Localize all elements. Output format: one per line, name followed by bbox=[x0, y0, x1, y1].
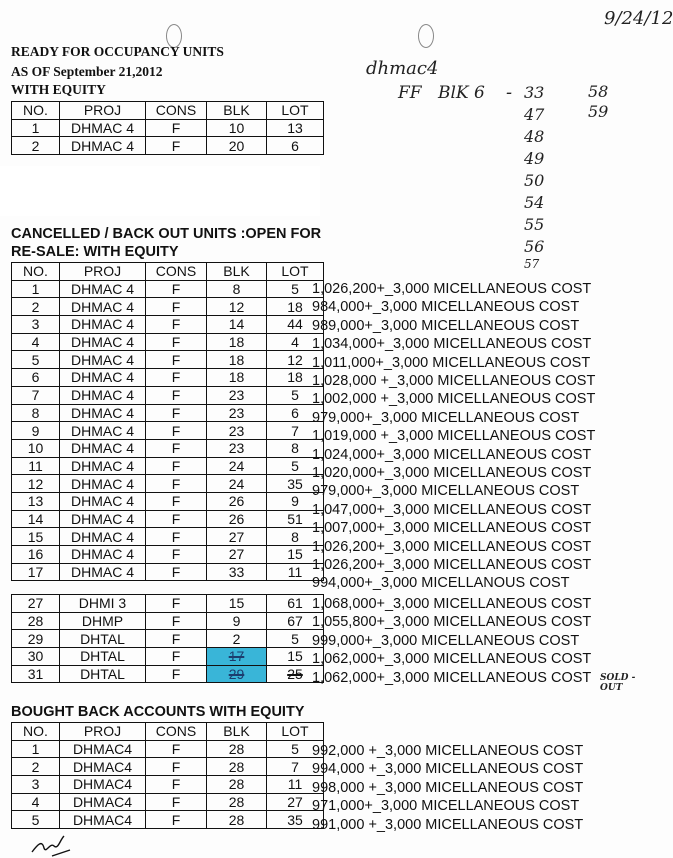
cost-note: 1,026,200+_3,000 MICELLANEOUS COST bbox=[312, 281, 592, 297]
hand-lot: 47 bbox=[524, 105, 545, 124]
table-row bbox=[12, 386, 324, 404]
col-cons: CONS bbox=[146, 723, 207, 741]
cost-note: 979,000+_3,000 MICELLANEOUS COST bbox=[312, 409, 580, 426]
cell: F bbox=[146, 776, 207, 794]
cell: 18 bbox=[267, 298, 324, 316]
cell: 3 bbox=[12, 316, 60, 334]
cell: 18 bbox=[207, 369, 267, 387]
cell: 9 bbox=[12, 422, 60, 440]
cell: DHMAC 4 bbox=[60, 546, 146, 564]
cell: 5 bbox=[12, 351, 60, 369]
cell: F bbox=[146, 457, 207, 475]
handwritten-blk: BlK 6 bbox=[438, 83, 485, 103]
cell: 24 bbox=[207, 457, 267, 475]
blank-paste-area bbox=[0, 166, 320, 216]
cell: 5 bbox=[267, 280, 324, 298]
table-row bbox=[12, 404, 324, 422]
cost-note: 1,034,000+_3,000 MICELLANEOUS COST bbox=[312, 336, 592, 353]
table-header-row bbox=[12, 263, 324, 281]
cell: DHMAC 4 bbox=[60, 404, 146, 422]
cost-note: 989,000+_3,000 MICELLANEOUS COST bbox=[312, 317, 580, 334]
punch-hole-right bbox=[418, 24, 434, 48]
cell: 27 bbox=[267, 793, 324, 811]
col-proj: PROJ bbox=[60, 263, 146, 281]
cell: 8 bbox=[207, 280, 267, 298]
cell: 29 bbox=[207, 665, 267, 683]
hand-lot: 56 bbox=[524, 237, 545, 256]
cell: F bbox=[146, 475, 207, 493]
cell: 28 bbox=[207, 811, 267, 829]
ready-table bbox=[11, 101, 324, 155]
cell: F bbox=[146, 422, 207, 440]
cell: F bbox=[146, 298, 207, 316]
cell: DHMAC 4 bbox=[60, 298, 146, 316]
col-no: NO. bbox=[12, 263, 60, 281]
cell: 15 bbox=[207, 595, 267, 613]
cell: 9 bbox=[267, 492, 324, 510]
cell: DHMAC4 bbox=[60, 811, 146, 829]
col-no: NO. bbox=[12, 723, 60, 741]
cell: 5 bbox=[267, 457, 324, 475]
handwritten-lots-col2 bbox=[588, 82, 608, 122]
cell: 2 bbox=[207, 630, 267, 648]
cell: DHMAC 4 bbox=[60, 119, 146, 137]
cost-note: 1,068,000+_3,000 MICELLANEOUS COST bbox=[312, 596, 592, 612]
cancelled-table bbox=[11, 262, 324, 581]
cell: F bbox=[146, 492, 207, 510]
cell: F bbox=[146, 119, 207, 137]
cell: DHMI 3 bbox=[60, 595, 146, 613]
cell: 2 bbox=[12, 137, 60, 155]
cell: F bbox=[146, 404, 207, 422]
cost-note: 1,020,000+_3,000 MICELLANEOUS COST bbox=[312, 465, 592, 481]
table-row bbox=[12, 333, 324, 351]
col-cons: CONS bbox=[146, 102, 207, 120]
cell: F bbox=[146, 612, 207, 630]
cell: DHMAC 4 bbox=[60, 439, 146, 457]
cell: DHMAC 4 bbox=[60, 475, 146, 493]
cell: 6 bbox=[12, 369, 60, 387]
cell: F bbox=[146, 439, 207, 457]
cost-note: 1,062,000+_3,000 MICELLANEOUS COST bbox=[312, 669, 592, 686]
cost-note: 991,000 +_3,000 MICELLANEOUS COST bbox=[312, 816, 584, 833]
cell: 16 bbox=[12, 546, 60, 564]
cost-note: 1,055,800+_3,000 MICELLANEOUS COST bbox=[312, 614, 592, 631]
cell: F bbox=[146, 630, 207, 648]
cell: DHMAC 4 bbox=[60, 457, 146, 475]
sold-out-note: SOLD -OUT bbox=[600, 673, 636, 693]
hand-lot: 50 bbox=[524, 171, 545, 190]
cell: DHMAC 4 bbox=[60, 333, 146, 351]
table-row bbox=[12, 510, 324, 528]
cell: 25 bbox=[267, 665, 324, 683]
table-row bbox=[12, 630, 324, 648]
cost-note: 1,007,000+_3,000 MICELLANEOUS COST bbox=[312, 520, 592, 537]
bought-table bbox=[11, 722, 324, 829]
cell: 28 bbox=[207, 776, 267, 794]
cell: DHMAC 4 bbox=[60, 316, 146, 334]
cost-note: 1,026,200+_3,000 MICELLANEOUS COST bbox=[312, 557, 592, 573]
cell: 18 bbox=[207, 351, 267, 369]
cell: 33 bbox=[207, 563, 267, 581]
cell: 7 bbox=[267, 422, 324, 440]
cell: 26 bbox=[207, 510, 267, 528]
cancelled-title-line2: RE-SALE: WITH EQUITY bbox=[11, 244, 179, 260]
cell: 4 bbox=[12, 333, 60, 351]
cell: 6 bbox=[267, 404, 324, 422]
cell: 6 bbox=[267, 137, 324, 155]
table-row bbox=[12, 280, 324, 298]
table-row bbox=[12, 298, 324, 316]
table-row bbox=[12, 439, 324, 457]
table-row bbox=[12, 563, 324, 581]
hand-lot: 59 bbox=[588, 102, 609, 121]
cell: 5 bbox=[267, 386, 324, 404]
cell: 8 bbox=[267, 528, 324, 546]
cell: 11 bbox=[267, 776, 324, 794]
table-header-row bbox=[12, 102, 324, 120]
cell: 2 bbox=[12, 298, 60, 316]
hand-lot: 58 bbox=[588, 82, 609, 101]
handwritten-date: 9/24/12 bbox=[604, 8, 673, 29]
cell: 17 bbox=[207, 648, 267, 666]
cell: 28 bbox=[12, 612, 60, 630]
cell: 5 bbox=[12, 811, 60, 829]
cell: DHMP bbox=[60, 612, 146, 630]
handwritten-lots-col1 bbox=[524, 82, 544, 270]
cost-note: 992,000 +_3,000 MICELLANEOUS COST bbox=[312, 743, 584, 759]
cell: 30 bbox=[12, 648, 60, 666]
col-no: NO. bbox=[12, 102, 60, 120]
cost-note: 1,011,000+_3,000 MICELLANEOUS COST bbox=[312, 354, 591, 371]
cell: F bbox=[146, 386, 207, 404]
cost-note: 1,019,000 +_3,000 MICELLANEOUS COST bbox=[312, 428, 596, 445]
col-proj: PROJ bbox=[60, 102, 146, 120]
cell: 11 bbox=[12, 457, 60, 475]
cell: F bbox=[146, 351, 207, 369]
cost-note: 998,000 +_3,000 MICELLANEOUS COST bbox=[312, 779, 584, 796]
cell: DHMAC 4 bbox=[60, 563, 146, 581]
cost-note: 1,026,200+_3,000 MICELLANEOUS COST bbox=[312, 538, 592, 555]
cell: 35 bbox=[267, 811, 324, 829]
cell: 18 bbox=[207, 333, 267, 351]
cell: 4 bbox=[12, 793, 60, 811]
bought-title: BOUGHT BACK ACCOUNTS WITH EQUITY bbox=[11, 704, 305, 720]
cell: 28 bbox=[207, 793, 267, 811]
col-lot: LOT bbox=[267, 263, 324, 281]
table-row bbox=[12, 475, 324, 493]
cell: 7 bbox=[12, 386, 60, 404]
cell: 18 bbox=[267, 369, 324, 387]
cell: DHMAC 4 bbox=[60, 528, 146, 546]
cell: 12 bbox=[207, 298, 267, 316]
handwritten-project: dhmac4 bbox=[366, 58, 439, 79]
cell: 44 bbox=[267, 316, 324, 334]
cell: DHMAC 4 bbox=[60, 137, 146, 155]
hand-lot: 49 bbox=[524, 149, 545, 168]
cell: F bbox=[146, 369, 207, 387]
cell: F bbox=[146, 648, 207, 666]
table-row bbox=[12, 119, 324, 137]
table-header-row bbox=[12, 723, 324, 741]
signature-mark bbox=[30, 834, 80, 858]
cell: 28 bbox=[207, 758, 267, 776]
cell: F bbox=[146, 528, 207, 546]
hand-lot: 54 bbox=[524, 193, 545, 212]
table-row bbox=[12, 740, 324, 758]
hand-lot: 55 bbox=[524, 215, 545, 234]
cell: 13 bbox=[267, 119, 324, 137]
cell: 12 bbox=[12, 475, 60, 493]
hand-lot: 33 bbox=[524, 83, 545, 102]
cell: DHMAC 4 bbox=[60, 369, 146, 387]
cell: 4 bbox=[267, 333, 324, 351]
col-proj: PROJ bbox=[60, 723, 146, 741]
cell: 31 bbox=[12, 665, 60, 683]
ready-equity: WITH EQUITY bbox=[11, 82, 106, 97]
cell: 35 bbox=[267, 475, 324, 493]
cell: 27 bbox=[12, 595, 60, 613]
cost-note: 971,000+_3,000 MICELLANEOUS COST bbox=[312, 798, 580, 815]
cell: DHMAC4 bbox=[60, 776, 146, 794]
cell: 51 bbox=[267, 510, 324, 528]
cell: 29 bbox=[12, 630, 60, 648]
col-lot: LOT bbox=[267, 723, 324, 741]
cell: F bbox=[146, 563, 207, 581]
table-row bbox=[12, 811, 324, 829]
table-row bbox=[12, 316, 324, 334]
cost-note: 999,000+_3,000 MICELLANEOUS COST bbox=[312, 632, 580, 649]
cell: DHMAC 4 bbox=[60, 351, 146, 369]
cost-note: 1,047,000+_3,000 MICELLANEOUS COST bbox=[312, 501, 592, 518]
cell: 10 bbox=[207, 119, 267, 137]
cell: 27 bbox=[207, 528, 267, 546]
col-blk: BLK bbox=[207, 102, 267, 120]
cell: 14 bbox=[12, 510, 60, 528]
cell: F bbox=[146, 137, 207, 155]
cell: F bbox=[146, 510, 207, 528]
cost-note: 994,000+_3,000 MICELLANOUS COST bbox=[312, 575, 570, 592]
table-row bbox=[12, 648, 324, 666]
handwritten-dash: - bbox=[506, 82, 513, 103]
cell: 1 bbox=[12, 280, 60, 298]
cell: 8 bbox=[267, 439, 324, 457]
cell: F bbox=[146, 811, 207, 829]
cell: 15 bbox=[267, 648, 324, 666]
cell: F bbox=[146, 758, 207, 776]
table-row bbox=[12, 351, 324, 369]
cell: 23 bbox=[207, 439, 267, 457]
cell: 15 bbox=[267, 546, 324, 564]
table-row bbox=[12, 369, 324, 387]
cell: 2 bbox=[12, 758, 60, 776]
cell: F bbox=[146, 333, 207, 351]
cell: 67 bbox=[267, 612, 324, 630]
cell: 17 bbox=[12, 563, 60, 581]
table-row bbox=[12, 793, 324, 811]
cost-note: 1,028,000 +_3,000 MICELLANEOUS COST bbox=[312, 373, 596, 389]
cost-note: 984,000+_3,000 MICELLANEOUS COST bbox=[312, 299, 580, 316]
col-cons: CONS bbox=[146, 263, 207, 281]
cell: DHMAC 4 bbox=[60, 280, 146, 298]
cell: 1 bbox=[12, 119, 60, 137]
cell: F bbox=[146, 546, 207, 564]
cell: 23 bbox=[207, 422, 267, 440]
cost-note: 1,002,000 +_3,000 MICELLANEOUS COST bbox=[312, 391, 596, 408]
cell: 20 bbox=[207, 137, 267, 155]
cell: DHTAL bbox=[60, 630, 146, 648]
cell: F bbox=[146, 665, 207, 683]
ready-title: READY FOR OCCUPANCY UNITS bbox=[11, 44, 224, 59]
cost-note: 994,000 +_3,000 MICELLANEOUS COST bbox=[312, 761, 584, 778]
col-lot: LOT bbox=[267, 102, 324, 120]
cell: 61 bbox=[267, 595, 324, 613]
cell: 3 bbox=[12, 776, 60, 794]
cell: DHTAL bbox=[60, 648, 146, 666]
cell: F bbox=[146, 740, 207, 758]
cell: 26 bbox=[207, 492, 267, 510]
cell: DHMAC4 bbox=[60, 793, 146, 811]
hand-lot: 48 bbox=[524, 127, 545, 146]
cell: DHMAC4 bbox=[60, 758, 146, 776]
cell: F bbox=[146, 595, 207, 613]
cell: F bbox=[146, 280, 207, 298]
table-row bbox=[12, 137, 324, 155]
cell: 5 bbox=[267, 740, 324, 758]
cancelled-title-line1: CANCELLED / BACK OUT UNITS :OPEN FOR bbox=[11, 226, 322, 242]
cell: 14 bbox=[207, 316, 267, 334]
table-row bbox=[12, 492, 324, 510]
table-row bbox=[12, 665, 324, 683]
cell: 8 bbox=[12, 404, 60, 422]
cell: 27 bbox=[207, 546, 267, 564]
table-row bbox=[12, 457, 324, 475]
cell: DHMAC 4 bbox=[60, 492, 146, 510]
table-row bbox=[12, 595, 324, 613]
col-blk: BLK bbox=[207, 263, 267, 281]
cost-note: 979,000+_3,000 MICELLANEOUS COST bbox=[312, 483, 580, 500]
table-row bbox=[12, 758, 324, 776]
cell: 24 bbox=[207, 475, 267, 493]
cell: 9 bbox=[207, 612, 267, 630]
cell: 5 bbox=[267, 630, 324, 648]
cell: 13 bbox=[12, 492, 60, 510]
col-blk: BLK bbox=[207, 723, 267, 741]
cell: 28 bbox=[207, 740, 267, 758]
ready-asof: AS OF September 21,2012 bbox=[11, 64, 163, 79]
cell: 11 bbox=[267, 563, 324, 581]
cell: 23 bbox=[207, 404, 267, 422]
cell: 10 bbox=[12, 439, 60, 457]
cell: F bbox=[146, 793, 207, 811]
table-row bbox=[12, 612, 324, 630]
cost-note: 1,024,000+_3,000 MICELLANEOUS COST bbox=[312, 446, 592, 463]
handwritten-ff: FF bbox=[398, 83, 422, 103]
cancelled-table-2 bbox=[11, 594, 324, 683]
table-row bbox=[12, 528, 324, 546]
cost-note: 1,062,000+_3,000 MICELLANEOUS COST bbox=[312, 651, 592, 668]
cell: DHMAC 4 bbox=[60, 510, 146, 528]
cell: 7 bbox=[267, 758, 324, 776]
cell: 1 bbox=[12, 740, 60, 758]
cell: DHMAC4 bbox=[60, 740, 146, 758]
cell: F bbox=[146, 316, 207, 334]
table-row bbox=[12, 546, 324, 564]
table-row bbox=[12, 422, 324, 440]
table-row bbox=[12, 776, 324, 794]
hand-lot: 57 bbox=[524, 257, 540, 271]
cell: DHMAC 4 bbox=[60, 422, 146, 440]
cell: 23 bbox=[207, 386, 267, 404]
cell: DHTAL bbox=[60, 665, 146, 683]
cell: 12 bbox=[267, 351, 324, 369]
cell: DHMAC 4 bbox=[60, 386, 146, 404]
cell: 15 bbox=[12, 528, 60, 546]
